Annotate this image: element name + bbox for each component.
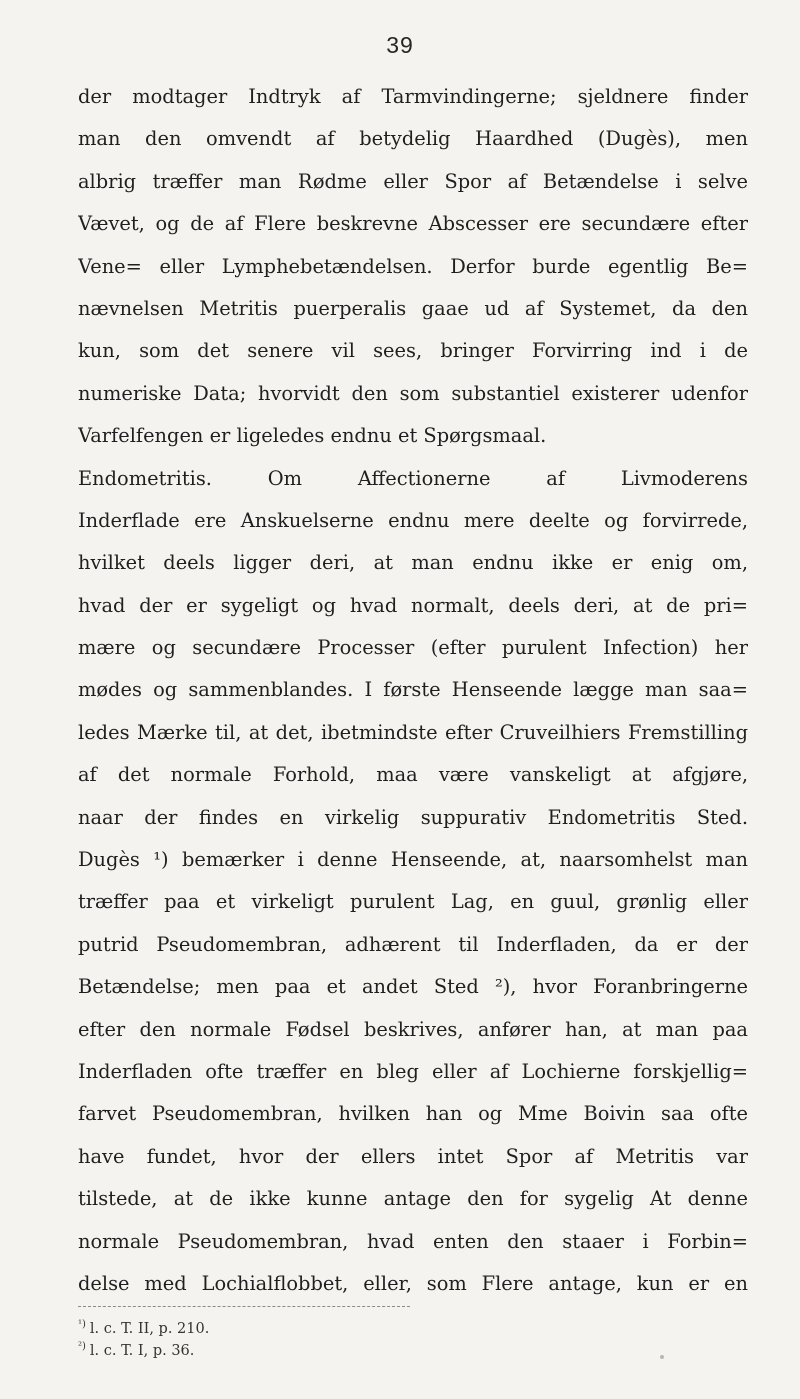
text-line: naar der findes en virkelig suppurativ Endometritis Sted. — [78, 805, 748, 829]
text-line: Inderfladen ofte træffer en bleg eller af Lochierne forskjellig= — [78, 1059, 748, 1083]
footnote-mark: ¹) — [78, 1319, 86, 1331]
text-line: Varfelfengen er ligeledes endnu et Spørgsmaal. — [78, 424, 547, 448]
text-line: tilstede, at de ikke kunne antage den for sygelig At denne — [78, 1187, 748, 1211]
text-line: hvad der er sygeligt og hvad normalt, deels deri, at de pri= — [78, 593, 748, 617]
text-line: delse med Lochialflobbet, eller, som Flere antage, kun er en — [78, 1271, 748, 1295]
footnote — [78, 1318, 478, 1340]
text-line: ledes Mærke til, at det, ibetmindste efter Cruveilhiers Fremstilling — [78, 720, 748, 744]
page-number: 39 — [386, 32, 414, 58]
text-line: træffer paa et virkeligt purulent Lag, en guul, grønlig eller — [78, 890, 748, 914]
footnote-mark: ²) — [78, 1341, 86, 1353]
text-line: der modtager Indtryk af Tarmvindingerne; sjeldnere finder — [78, 85, 748, 108]
text-line: normale Pseudomembran, hvad enten den staaer i Forbin= — [78, 1229, 748, 1253]
text-line: farvet Pseudomembran, hvilken han og Mme Boivin saa ofte — [78, 1102, 748, 1126]
footnote — [78, 1340, 478, 1362]
text-line: albrig træffer man Rødme eller Spor af Betændelse i selve — [78, 169, 748, 193]
text-line: Vævet, og de af Flere beskrevne Abscesser ere secundære efter — [78, 212, 748, 236]
text-line: numeriske Data; hvorvidt den som substantiel existerer udenfor — [78, 381, 748, 405]
footnote-divider — [78, 1306, 410, 1307]
text-line: Vene= eller Lymphebetændelsen. Derfor burde egentlig Be= — [78, 254, 748, 278]
text-line: efter den normale Fødsel beskrives, anfører han, at man paa — [78, 1017, 748, 1041]
footnotes — [78, 1318, 478, 1362]
text-line: kun, som det senere vil sees, bringer Forvirring ind i de — [78, 339, 748, 363]
footnote-text: l. c. T. I, p. 36. — [89, 1343, 195, 1359]
text-line: Betændelse; men paa et andet Sted ²), hvor Foranbringerne — [78, 975, 748, 999]
text-line: mødes og sammenblandes. I første Henseende lægge man saa= — [78, 678, 748, 702]
footnote-text: l. c. T. II, p. 210. — [89, 1321, 210, 1337]
text-line: mære og secundære Processer (efter purulent Infection) her — [78, 636, 748, 660]
text-line: Inderflade ere Anskuelserne endnu mere deelte og forvirrede, — [78, 508, 748, 532]
text-line: man den omvendt af betydelig Haardhed (Dugès), men — [78, 127, 748, 151]
text-line: Dugès ¹) bemærker i denne Henseende, at, naarsomhelst man — [78, 848, 748, 872]
text-line: have fundet, hvor der ellers intet Spor af Metritis var — [78, 1144, 748, 1168]
text-line: nævnelsen Metritis puerperalis gaae ud af Systemet, da den — [78, 296, 748, 320]
text-line: putrid Pseudomembran, adhærent til Inderfladen, da er der — [78, 932, 748, 956]
body-text — [78, 76, 748, 1305]
text-line: hvilket deels ligger deri, at man endnu ikke er enig om, — [78, 551, 748, 575]
text-line: af det normale Forhold, maa være vanskeligt at afgjøre, — [78, 763, 748, 787]
text-line: Endometritis. Om Affectionerne af Livmoderens — [78, 466, 748, 490]
paper-speck — [660, 1355, 664, 1359]
